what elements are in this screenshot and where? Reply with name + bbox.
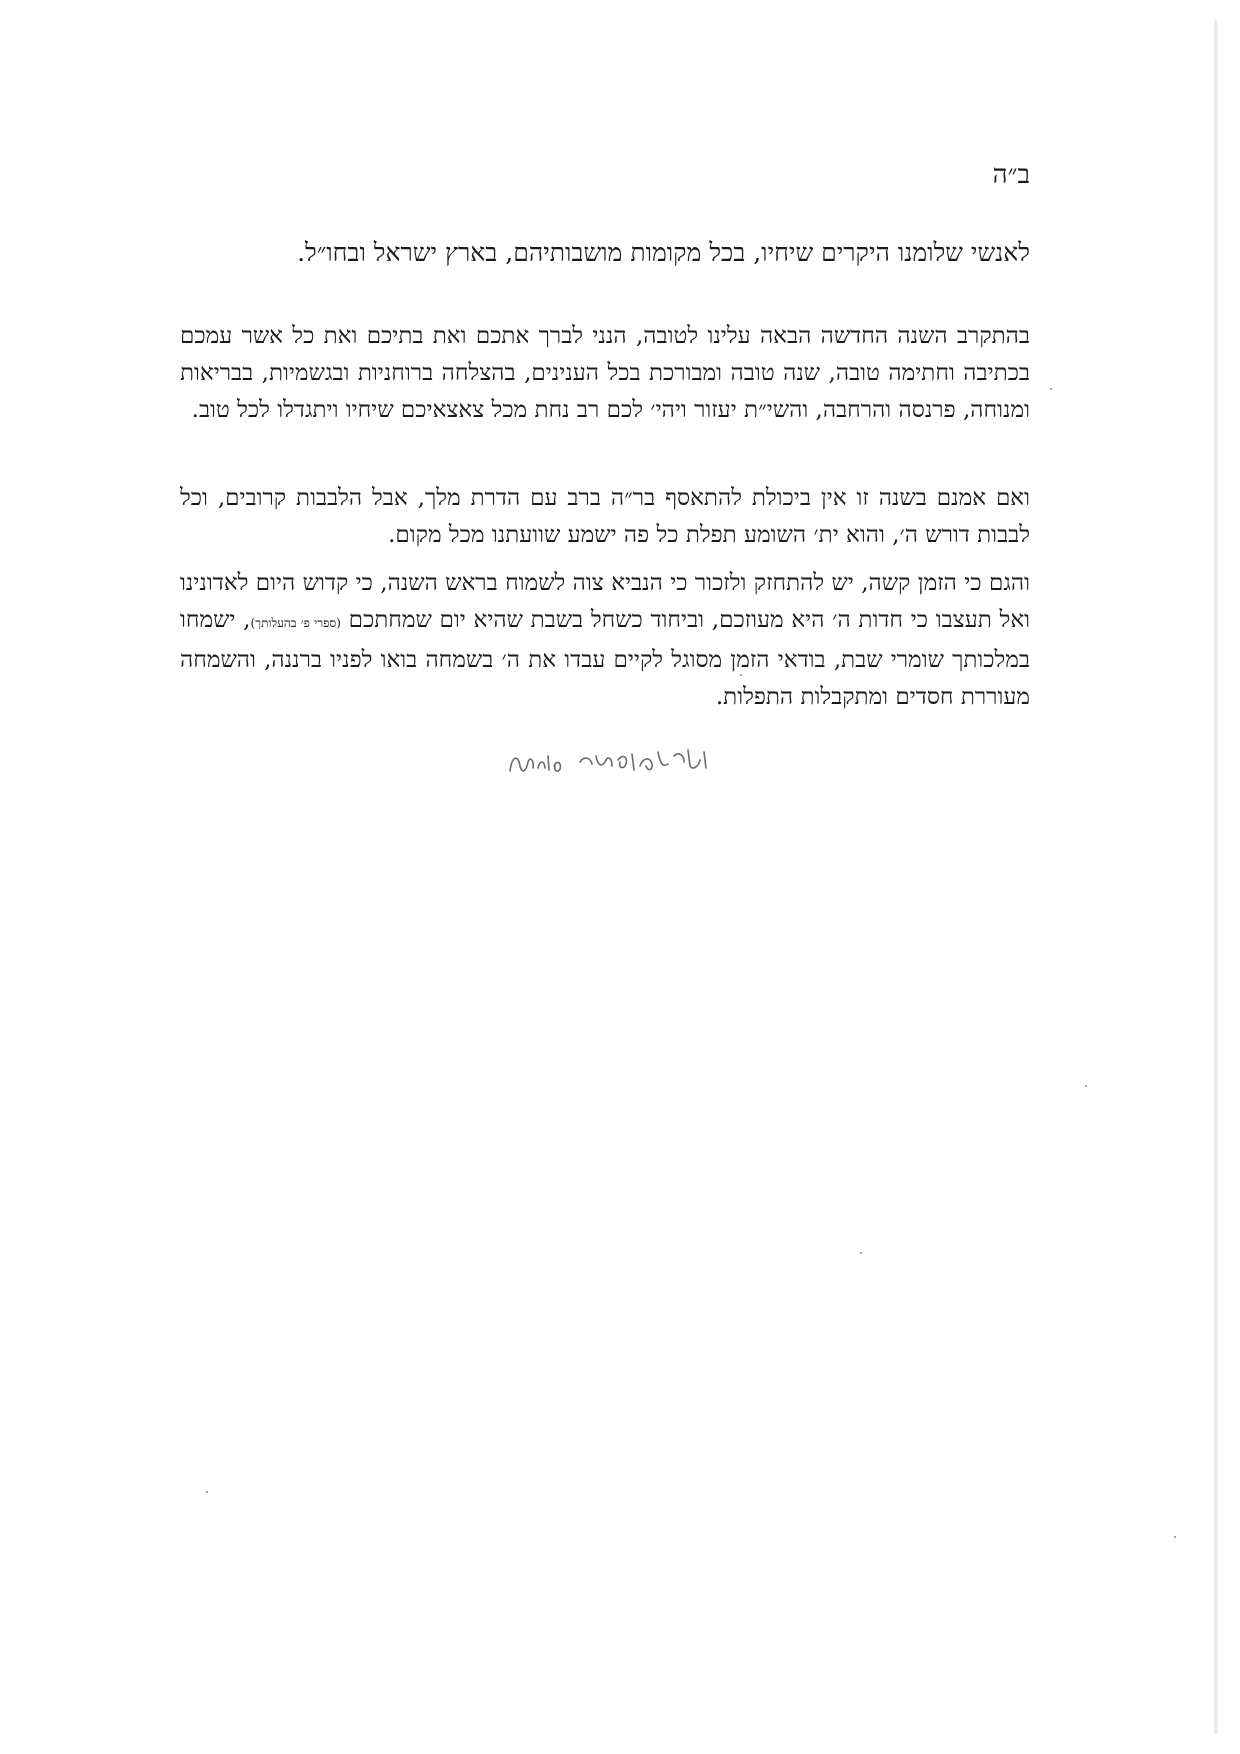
scan-speck bbox=[1085, 1085, 1087, 1087]
paragraph-joy-end: , ישמחו במלכותך שומרי שבת, בודאי הזמן מסוגל לקיים עבדו את ה׳ בשמחה בואו לפניו ברננה, והשמחה מעוררת חסדים ומתקבלות התפלות. bbox=[180, 607, 1030, 710]
scan-speck bbox=[1174, 1536, 1176, 1538]
paragraph-blessing: בהתקרב השנה החדשה הבאה עלינו לטובה, הנני לברך אתכם ואת בתיכם ואת כל אשר עמכם בכתיבה וחתימה טובה, שנה טובה ומבורכת בכל הענינים, בהצלחה ברוחניות ובגשמיות, בבריאות ומנוחה, פרנסה והרחבה, והשי״ת יעזור ויהי׳ לכם רב נחת מכל צאצאיכם שיחיו ויתגדלו לכל טוב. bbox=[180, 323, 1030, 423]
scan-speck bbox=[740, 674, 742, 676]
scan-speck bbox=[206, 1491, 208, 1493]
scan-speck bbox=[1050, 388, 1052, 390]
paragraph-gathering: ואם אמנם בשנה זו אין ביכולת להתאסף בר״ה ברב עם הדרת מלך, אבל הלבבות קרובים, וכל לבבות דורש ה׳, והוא ית׳ השומע תפלת כל פה ישמע שוועתנו מכל מקום. bbox=[180, 485, 1030, 548]
scan-edge-shadow bbox=[1214, 20, 1218, 1734]
header-mark: ב״ה bbox=[992, 160, 1030, 190]
paragraph-joy bbox=[180, 565, 1030, 716]
source-note: (ספרי פ׳ בהעלותך) bbox=[250, 616, 341, 630]
scan-speck bbox=[860, 1252, 862, 1254]
handwritten-signature bbox=[500, 726, 730, 786]
paragraph-joy-start: והגם כי הזמן קשה, יש להתחזק ולזכור כי הנביא צוה לשמוח בראש השנה, כי קדוש היום לאדונינו ואל תעצבו כי חדות ה׳ היא מעוזכם, וביחוד כשחל בשבת שהיא יום שמחתכם bbox=[180, 570, 1030, 633]
addressee-line: לאנשי שלומנו היקרים שיחיו, בכל מקומות מושבותיהם, בארץ ישראל ובחו״ל. bbox=[297, 238, 1030, 267]
